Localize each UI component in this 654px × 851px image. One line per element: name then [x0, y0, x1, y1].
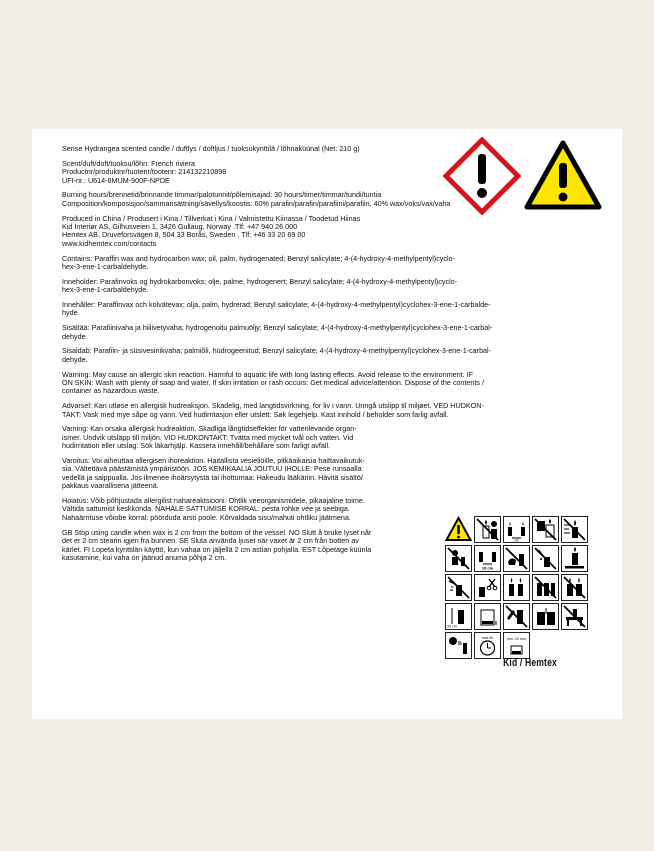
- warning-triangle-icon: [524, 139, 602, 211]
- min-distance-20cm-icon: [445, 603, 472, 630]
- product-title: Sense Hydrangea scented candle / duftlys / doftljus / tuoksukynttilä / lõhnaküünal (Net: 210 g): [62, 144, 360, 153]
- no-lit-near-objects-icon: [532, 574, 559, 601]
- keep-from-flammables-icon: [532, 516, 559, 543]
- product-info: [62, 160, 482, 185]
- spacing-10cm-icon: [474, 545, 501, 572]
- warning-no: Advarsel: Kan utløse en allergisk hudreaksjon. Skadelig, med langtidsvirkning, for liv i vann. Unngå utslipp til miljøet. VED HUDKON- TAKT: Vask med mye såpe og vann. Ved hudirritasjon eller utslett: Søk legehjelp. Kast innhold / beholder som farlig avfall.: [62, 401, 484, 419]
- product-label: [32, 129, 622, 719]
- contains-en: Contains: Paraffin wax and hydrocarbon wax; oil, palm, hydrogenated; Benzyl salicylate; 4-(4-hydroxy-4-methylpentyl)cyclo- hex-3-ene-1-carbaldehyde.: [62, 253, 455, 272]
- no-burning-near-flammables-icon: [503, 603, 530, 630]
- product-number-line: Productnr/produktnr/tuotenr/tootenr: 214132210898: [62, 167, 227, 177]
- ghs-exclamation-icon: [443, 137, 521, 215]
- kid-address-line: Kid Interiør AS, Gilhusveien 1, 3426 Gullaug, Norway .Tlf: +47 940 26 000: [62, 222, 298, 232]
- no-pets-icon: [503, 545, 530, 572]
- warning-sv: Varning: Kan orsaka allergisk hudreaktion. Skadliga långtidseffekter för vattenlevande organ- ismer. Undvik utsläpp till miljön. VID HUDKONTAKT: Tvätta med mycket tvål och vatten. Vid hudirritation eller utslag: Sök läkarhjälp. Kassera innehåll/behållare som farligt avfall.: [62, 424, 357, 451]
- contains-no: Inneholder: Parafinvoks og hydrokarbonvoks; olje, palme, hydrogenert; Benzyl salicylate; 4-(4-hydroxy-4-methylpentyl)cyclo- hex-3-ene-1-carbaldehyde.: [62, 276, 458, 295]
- warning-fi: Varoitus: Voi aiheuttaa allergisen ihoreaktion. Haitallista vesieliöille, pitkäaikaisia haittavaikutuk- sia. Vältettävä päästämistä ympäristöön. JOS KEMIKAALIA JOUTUU IHOLLE: Pese runsaalla vedellä ja saippualla. Jos ilmenee ihoärsytystä tai ihottumaa: Hakeudu lääkäriin. Hävitä sisältö/ pakkaus vaarallisena jätteenä.: [62, 456, 365, 491]
- no-touch-while-lit-icon: [445, 574, 472, 601]
- scent-line: Scent/duft/doft/tuoksu/lõhn: French riviera: [62, 158, 196, 168]
- heat-resistant-surface-icon: [561, 545, 588, 572]
- ufi-line: UFI-nr.: U614-8MUM-900F-NPDE: [62, 175, 170, 185]
- min-wax-20mm-icon: [503, 632, 530, 659]
- do-not-blow-out-icon: [445, 632, 472, 659]
- produced-in-line: Produced in China / Produsert i Kina / Tillverkat i Kina / Valmistettu Kiinassa / Toodetud Hiinas: [62, 213, 361, 223]
- brand-logo: Kid / Hemtex: [503, 657, 557, 669]
- burning-time-line: Burning hours/brennetid/brinnande timmar/palotunnit/põlemisajad: 30 hours/timer/timmar/tundi/tuntia: [62, 190, 382, 200]
- no-moving-lit-candle-icon: [503, 574, 530, 601]
- no-candles-together-icon: [561, 574, 588, 601]
- never-leave-unattended-icon: [474, 516, 501, 543]
- caution-triangle-icon: [445, 516, 472, 543]
- burn-time-icon: [532, 603, 559, 630]
- distance-between-candles-icon: [503, 516, 530, 543]
- svg-text:10 cm: 10 cm: [481, 565, 494, 571]
- warning-et: Hoiatus: Võib põhjustada allergilist nahareaktsiooni. Ohtlik veeorganismidele, pikaajaline toime. Vältida sattumist keskkonda. NAHALE SATTUMISE KORRAL: pesta rohke vee ja seebiga. Nahaärrituse võiobe korral: pöörduda arsti poole. Kõrvaldada sisu/mahuti ohtliku jäätmena.: [62, 496, 365, 522]
- svg-text:max 4h: max 4h: [481, 636, 494, 640]
- trim-wick-icon: [474, 574, 501, 601]
- contains-et: Sisaldab: Parafiin- ja süsivesinikvaha; palmiõli, hüdrogeenitud; Benzyl salicylate; 4-(4-hydroxy-4-methylpentyl)cyclohex-3-ene-1-carbal- dehyde.: [62, 346, 492, 364]
- website-line: www.kidhemtex.com/contacts: [62, 238, 157, 248]
- no-water-extinguish-icon: [532, 545, 559, 572]
- composition-line: Composition/komposisjon/sammansättning/sävellys/koostis: 60% parafin/parafin/parafiini/parafiin, 40% wax/voks/vax/vaha: [62, 198, 451, 208]
- max-burn-4h-icon: [474, 632, 501, 659]
- leave-wax-icon: [474, 603, 501, 630]
- no-children-icon: [445, 545, 472, 572]
- svg-text:cm: cm: [514, 538, 519, 542]
- contains-sv: Innehåller: Paraffinvax och kolvätevax; olja, palm, hydrerad; Benzyl salicylate; 4-(4-hydroxy-4-methylpentyl)cyclohex-3-ene-1-carbalde- hyde.: [62, 300, 491, 318]
- no-burning-on-furniture-icon: [561, 603, 588, 630]
- warning-en: Warning: May cause an allergic skin reaction. Harmful to aquatic life with long lasting effects. Avoid release to the environment. IF ON SKIN: Wash with plenty of soap and water. If skin irritation or rash occurs: Get medical advice/attention. Dispose of the contents / container as hazardous waste.: [62, 369, 484, 396]
- keep-from-drafts-icon: [561, 516, 588, 543]
- producer-info: [62, 215, 622, 249]
- contains-fi: Sisältää: Parafiinivaha ja hiilivetyvaha; hydrogenoitu palmuöljy; Benzyl salicylate; 4-(4-hydroxy-4-methylpentyl)cyclohex-3-ene-1-carbal- dehyde.: [62, 323, 493, 341]
- stop-using-text: GB Stop using candle when wax is 2 cm from the bottom of the vessel. NO Slutt å bruke lyset når det er 2 cm stearin igjen fra bunnen. SE Sluta använda ljuset när vaxet är 2 cm från botten av kärlet. FI Lopeta kynttilän käyttö, kun vahaa on jäljellä 2 cm astian pohjalla. EST Lõpetage küünla kasutamine, kui vaha on jäänud anuma põhja 2 cm.: [62, 527, 372, 562]
- svg-text:min. 20 mm: min. 20 mm: [507, 637, 526, 641]
- hemtex-address-line: Hemtex AB, Druveforsvägen 8, 504 33 Borås, Sweden . Tlf: +46 33 20 69 00: [62, 230, 306, 240]
- svg-text:20 cm: 20 cm: [447, 624, 457, 629]
